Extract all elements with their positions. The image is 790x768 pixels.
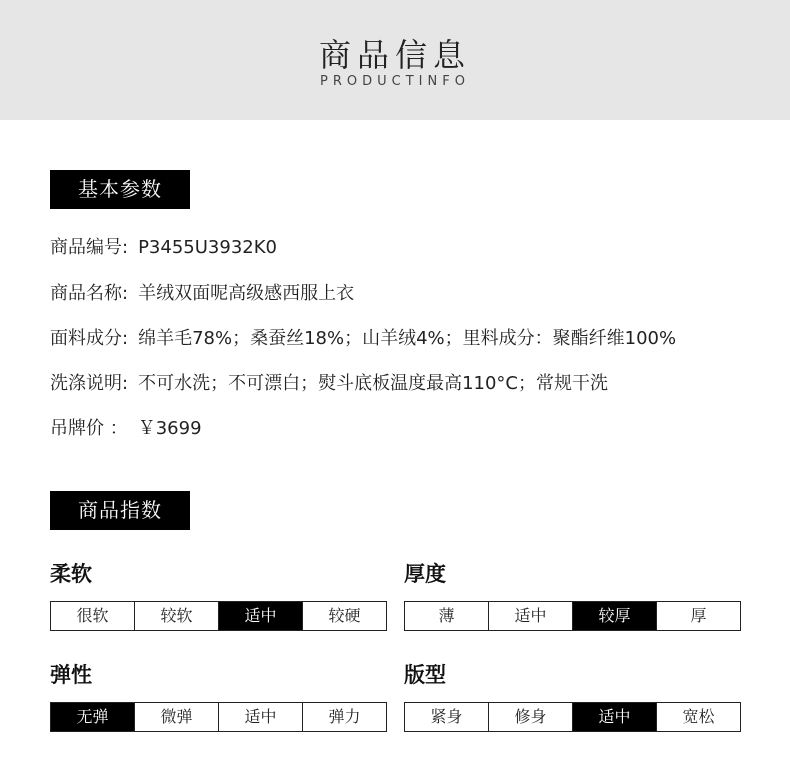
index-title-elasticity: 弹性 [50, 663, 92, 687]
scale-option[interactable]: 很软 [51, 602, 134, 630]
index-title-fit: 版型 [404, 663, 446, 687]
scale-fit [404, 702, 741, 732]
scale-thickness [404, 601, 741, 631]
scale-option[interactable]: 厚 [656, 602, 740, 630]
scale-option[interactable]: 较硬 [302, 602, 386, 630]
scale-option[interactable]: 微弹 [134, 703, 218, 731]
param-key: 面料成分: [50, 328, 129, 349]
page-title: 商品信息 [318, 36, 471, 74]
scale-option[interactable]: 无弹 [51, 703, 134, 731]
section-label-basic: 基本参数 [50, 170, 190, 209]
scale-option[interactable]: 宽松 [656, 703, 740, 731]
param-key: 商品名称: [50, 283, 129, 304]
index-title-softness: 柔软 [50, 562, 92, 586]
param-value: 羊绒双面呢高级感西服上衣 [138, 283, 355, 304]
scale-option[interactable]: 适中 [218, 703, 302, 731]
header-banner [0, 0, 790, 120]
param-key: 洗涤说明: [50, 373, 129, 394]
scale-option[interactable]: 弹力 [302, 703, 386, 731]
param-value: P3455U3932K0 [138, 237, 277, 258]
param-value: 绵羊毛78%；桑蚕丝18%；山羊绒4%；里料成分：聚酯纤维100% [138, 328, 677, 349]
param-row-product-code [50, 234, 770, 262]
param-value: 不可水洗；不可漂白；熨斗底板温度最高110°C；常规干洗 [138, 373, 609, 394]
param-row-product-name [50, 280, 770, 308]
scale-option[interactable]: 适中 [488, 602, 572, 630]
param-key: 吊牌价 ： [50, 418, 128, 439]
scale-option[interactable]: 较厚 [572, 602, 656, 630]
scale-option[interactable]: 修身 [488, 703, 572, 731]
param-row-price [50, 415, 770, 443]
scale-option[interactable]: 薄 [405, 602, 488, 630]
param-row-care [50, 370, 770, 398]
scale-option[interactable]: 适中 [218, 602, 302, 630]
section-label-index: 商品指数 [50, 491, 190, 530]
page-subtitle: PRODUCTINFO [320, 74, 470, 89]
scale-softness [50, 601, 387, 631]
scale-option[interactable]: 适中 [572, 703, 656, 731]
param-row-fabric [50, 325, 770, 353]
index-title-thickness: 厚度 [404, 562, 446, 586]
scale-option[interactable]: 紧身 [405, 703, 488, 731]
scale-option[interactable]: 较软 [134, 602, 218, 630]
param-key: 商品编号: [50, 237, 129, 258]
param-value: ￥3699 [137, 418, 202, 439]
scale-elasticity [50, 702, 387, 732]
